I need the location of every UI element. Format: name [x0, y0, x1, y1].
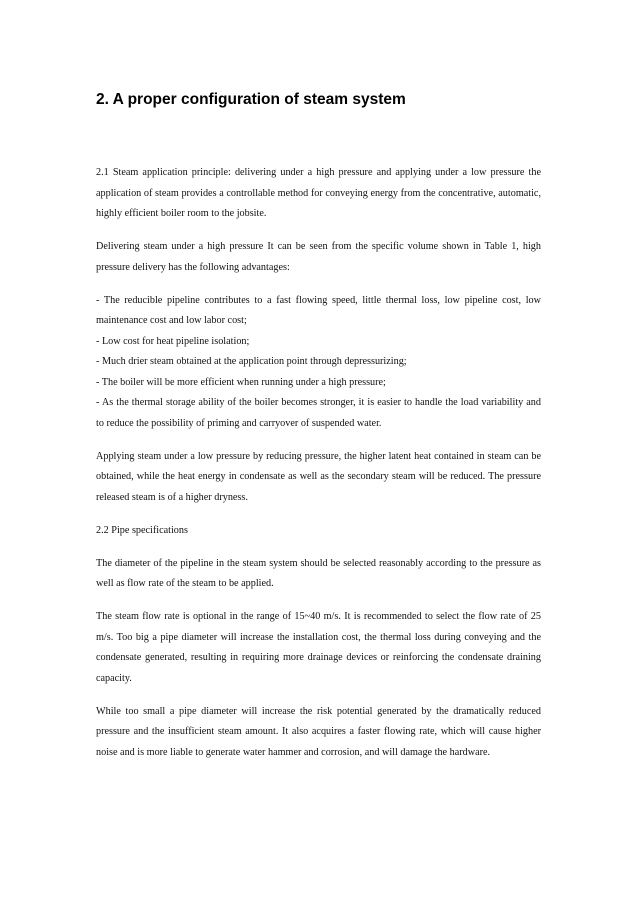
paragraph-flow-rate: The steam flow rate is optional in the range of 15~40 m/s. It is recommended to select the flow rate of 25 m/s. Too big a pipe diameter will increase the installation cost, the thermal loss during conveying and the condensate generated, resulting in requiring more drainage devices or reinforcing the condensate draining capacity. [96, 611, 541, 684]
list-item: - The boiler will be more efficient when running under a high pressure; [96, 376, 386, 388]
advantages-list [96, 291, 541, 435]
list-item: - Low cost for heat pipeline isolation; [96, 335, 250, 347]
paragraph-low-pressure-application: Applying steam under a low pressure by reducing pressure, the higher latent heat contained in steam can be obtained, while the heat energy in condensate as well as the secondary steam will be reduced. The pressure released steam is of a higher dryness. [96, 450, 541, 503]
page-title: 2. A proper configuration of steam system [96, 91, 406, 108]
list-item: - As the thermal storage ability of the boiler becomes stronger, it is easier to handle the load variability and to reduce the possibility of priming and carryover of suspended water. [96, 397, 541, 429]
paragraph-high-pressure-delivery: Delivering steam under a high pressure It can be seen from the specific volume shown in Table 1, high pressure delivery has the following advantages: [96, 241, 541, 273]
list-item: - Much drier steam obtained at the application point through depressurizing; [96, 356, 407, 367]
paragraph-steam-principle: 2.1 Steam application principle: delivering under a high pressure and applying under a low pressure the application of steam provides a controllable method for conveying energy from the concentrative, automatic, highly efficient boiler room to the jobsite. [96, 167, 541, 219]
paragraph-small-diameter-risk: While too small a pipe diameter will increase the risk potential generated by the dramatically reduced pressure and the insufficient steam amount. It also acquires a faster flowing rate, which will cause higher noise and is more liable to generate water hammer and corrosion, and will damage the hardware. [96, 705, 541, 758]
list-item: - The reducible pipeline contributes to a fast flowing speed, little thermal loss, low pipeline cost, low maintenance cost and low labor cost; [96, 294, 541, 326]
document-body [96, 163, 541, 776]
section-heading-pipe-specifications: 2.2 Pipe specifications [96, 524, 188, 536]
paragraph-pipe-diameter: The diameter of the pipeline in the steam system should be selected reasonably according to the pressure as well as flow rate of the steam to be applied. [96, 557, 541, 589]
